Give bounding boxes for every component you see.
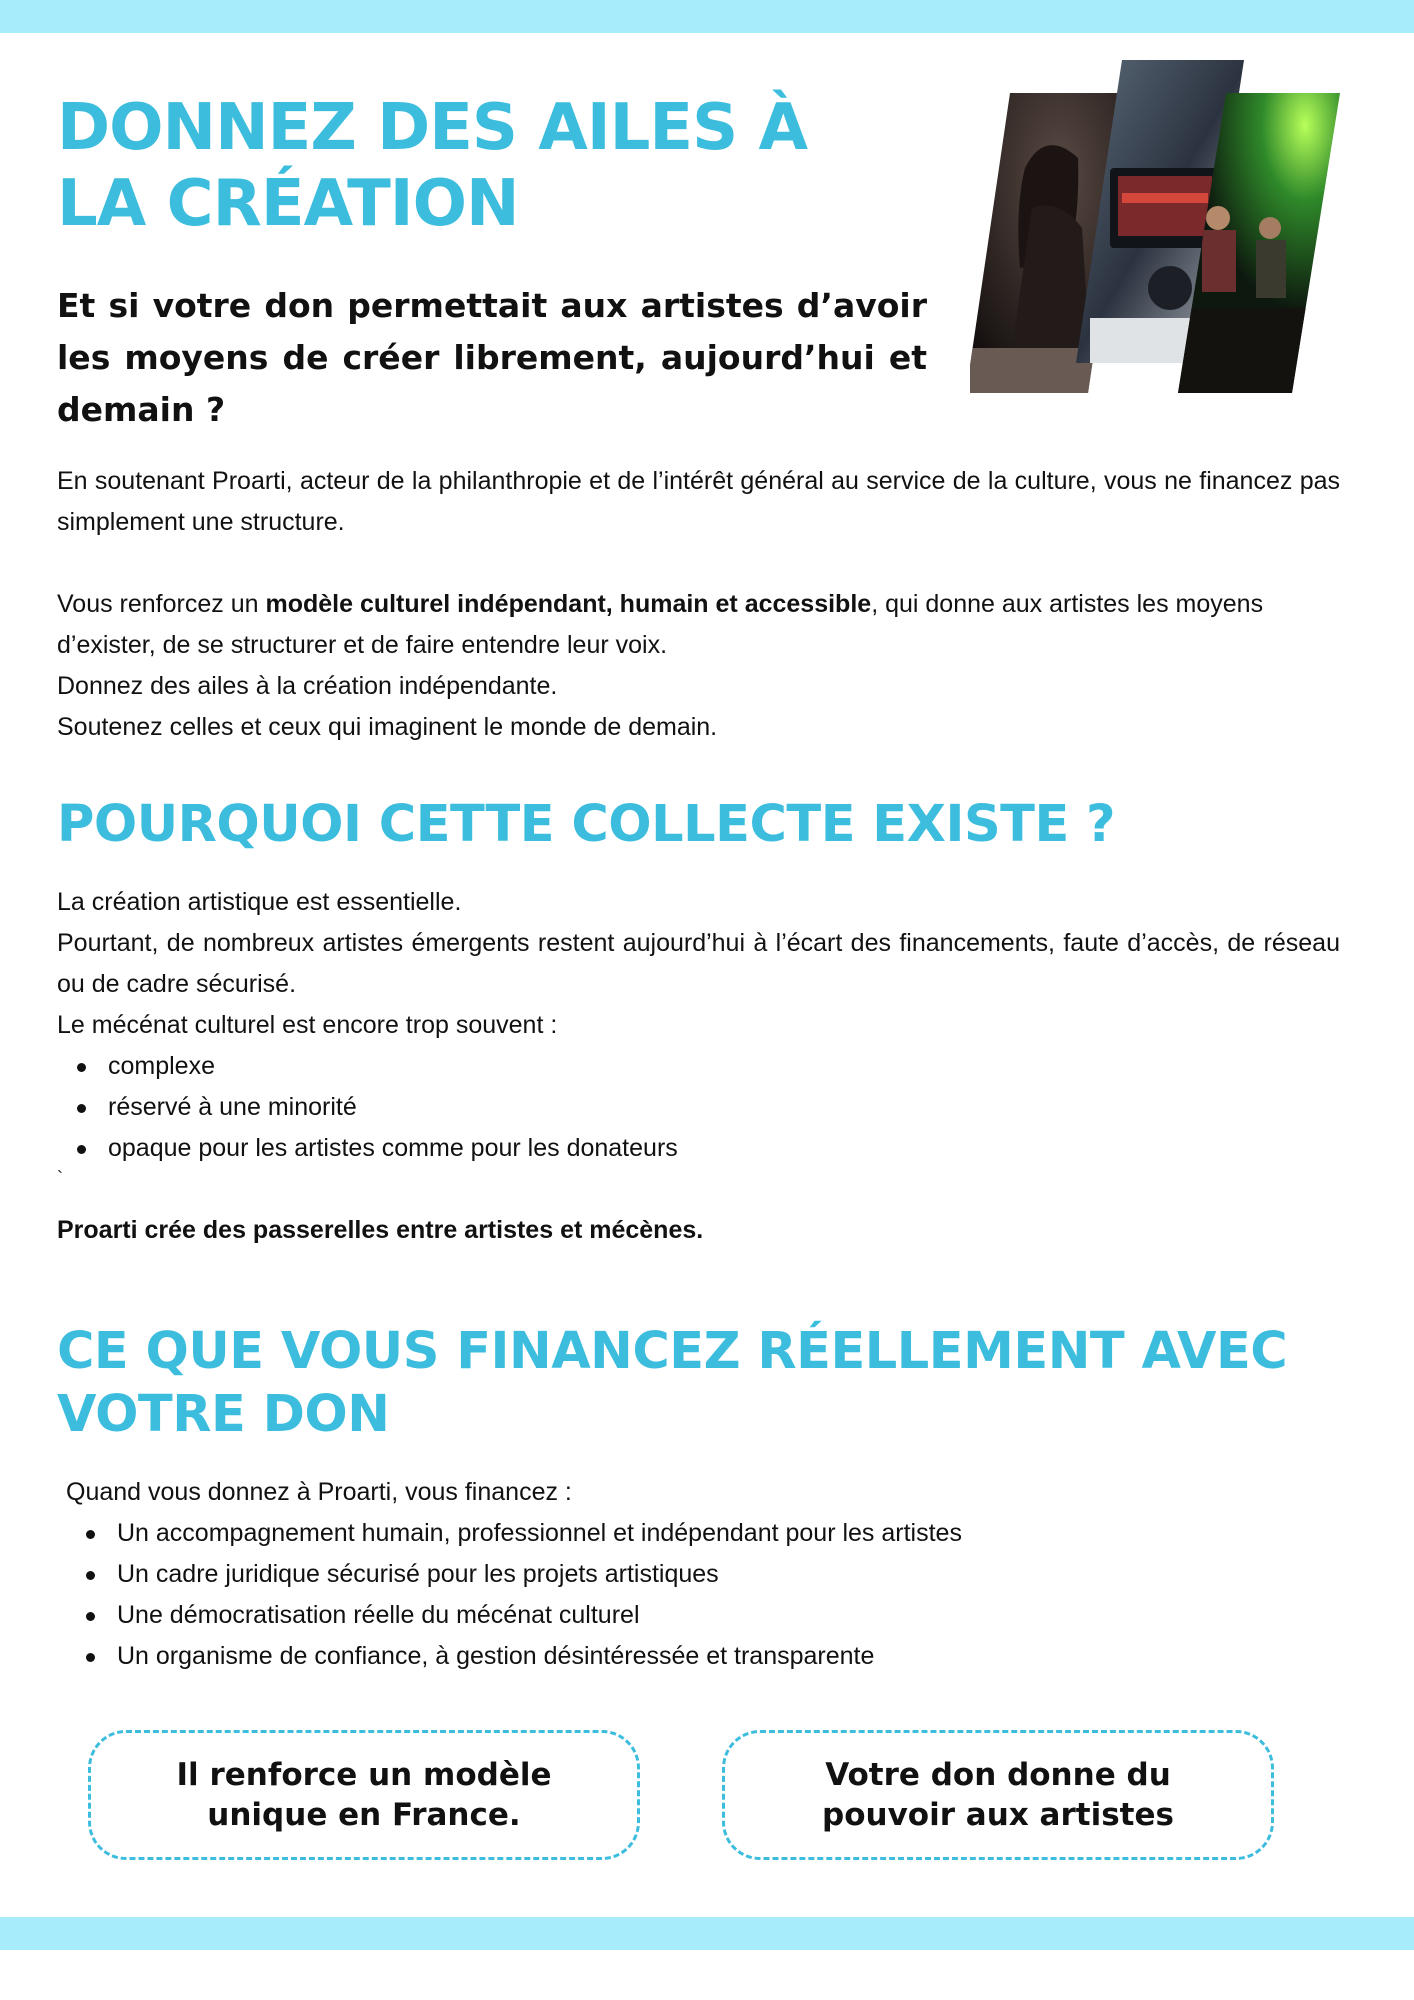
intro-paragraph-1: En soutenant Proarti, acteur de la philanthropie et de l’intérêt général au service de la culture, vous ne financez pas simplement une structure.	[57, 467, 1340, 536]
section-heading-funding-line-2: VOTRE DON	[57, 1385, 390, 1444]
why-list	[57, 1046, 1340, 1169]
why-text	[57, 882, 1340, 1251]
intro-paragraph-4: Soutenez celles et ceux qui imaginent le monde de demain.	[57, 713, 718, 741]
intro-p2-emphasis: modèle culturel indépendant, humain et accessible	[265, 590, 872, 618]
callout-line-1: Votre don donne du	[825, 1757, 1171, 1793]
why-paragraph-1: La création artistique est essentielle.	[57, 888, 462, 916]
page-title-line-1: DONNEZ DES AILES À	[57, 91, 808, 165]
why-paragraph-2: Pourtant, de nombreux artistes émergents restent aujourd’hui à l’écart des financements, faute d’accès, de réseau ou de cadre sécurisé.	[57, 929, 1340, 998]
lead-question: Et si votre don permettait aux artistes d’avoir les moyens de créer librement, aujourd’hui et demain ?	[57, 286, 927, 429]
intro-p2-start: Vous renforcez un	[57, 590, 266, 618]
section-heading-funding-line-1: CE QUE VOUS FINANCEZ RÉELLEMENT AVEC	[57, 1322, 1288, 1381]
list-item: Un accompagnement humain, professionnel et indépendant pour les artistes	[66, 1513, 1349, 1554]
callout-box-power	[722, 1730, 1274, 1860]
list-item: réservé à une minorité	[57, 1087, 1340, 1128]
list-item: Un cadre juridique sécurisé pour les projets artistiques	[66, 1554, 1349, 1595]
callout-line-2: pouvoir aux artistes	[822, 1797, 1174, 1833]
intro-text	[57, 461, 1340, 748]
callout-line-2: unique en France.	[207, 1797, 521, 1833]
page-title-line-2: LA CRÉATION	[57, 167, 519, 241]
list-item: complexe	[57, 1046, 1340, 1087]
callout-line-1: Il renforce un modèle	[176, 1757, 552, 1793]
section-heading-funding	[57, 1320, 1287, 1446]
list-item: Un organisme de confiance, à gestion désintéressée et transparente	[66, 1636, 1349, 1677]
callout-box-model	[88, 1730, 640, 1860]
page-title	[57, 90, 807, 242]
why-conclusion: Proarti crée des passerelles entre artistes et mécènes.	[57, 1216, 704, 1244]
photo-collage	[970, 58, 1350, 398]
intro-p2-end: , qui donne aux artistes les moyens d’exister, de se structurer et de faire entendre leur voix.	[57, 590, 1264, 659]
list-item: Une démocratisation réelle du mécénat culturel	[66, 1595, 1349, 1636]
funding-list	[66, 1513, 1349, 1677]
bottom-color-band	[0, 1917, 1414, 1950]
intro-paragraph-2	[57, 584, 1340, 666]
callout-text	[177, 1755, 552, 1835]
top-color-band	[0, 0, 1414, 33]
list-item: opaque pour les artistes comme pour les donateurs	[57, 1128, 1340, 1169]
funding-intro: Quand vous donnez à Proarti, vous financez :	[66, 1478, 572, 1506]
funding-text	[66, 1472, 1349, 1677]
callout-text	[822, 1755, 1174, 1835]
stray-mark: `	[57, 1169, 63, 1187]
intro-paragraph-3: Donnez des ailes à la création indépendante.	[57, 672, 558, 700]
why-paragraph-3: Le mécénat culturel est encore trop souvent :	[57, 1011, 558, 1039]
section-heading-why: POURQUOI CETTE COLLECTE EXISTE ?	[57, 795, 1116, 854]
